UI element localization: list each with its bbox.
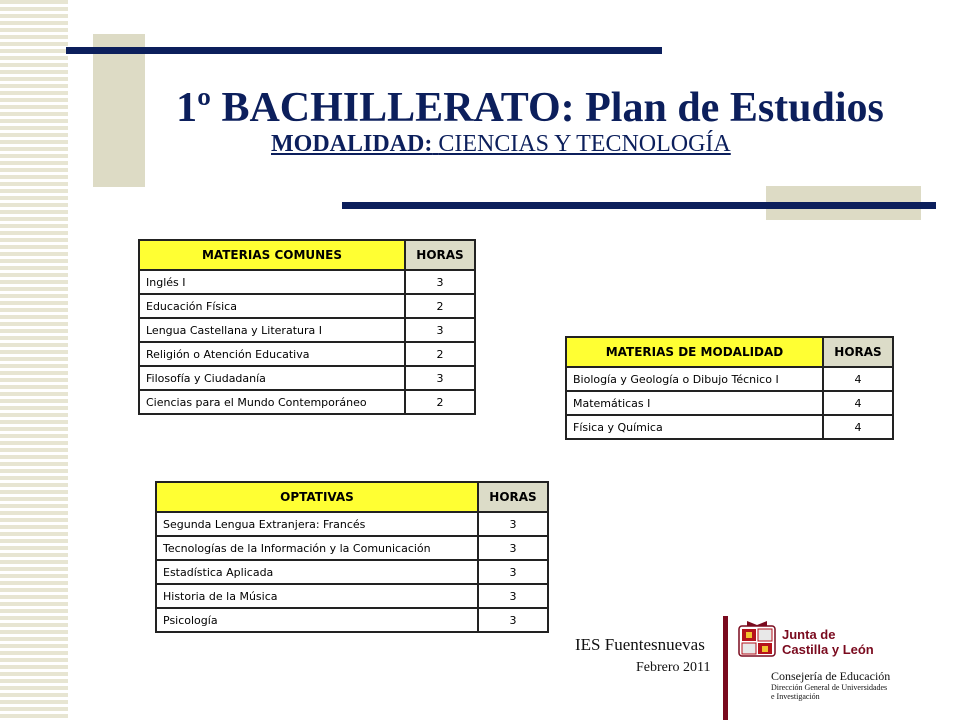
subject-cell: Religión o Atención Educativa [139,342,405,366]
subject-cell: Ciencias para el Mundo Contemporáneo [139,390,405,414]
subtitle-label: MODALIDAD: [271,131,433,157]
table-header-hours: HORAS [478,482,548,512]
table-materias-comunes [138,239,476,415]
table-header-subject: MATERIAS DE MODALIDAD [566,337,823,367]
page-title: 1º BACHILLERATO: Plan de Estudios [176,85,884,131]
table-row [139,294,475,318]
table-header-hours: HORAS [823,337,893,367]
subject-cell: Estadística Aplicada [156,560,478,584]
subtitle-value: CIENCIAS Y TECNOLOGÍA [438,131,731,157]
hours-cell: 3 [478,560,548,584]
table-header-hours: HORAS [405,240,475,270]
logo-line-1: Junta de [782,627,836,642]
institution-logo-text [782,627,874,657]
table-header-subject: OPTATIVAS [156,482,478,512]
decorative-bar-top [66,47,662,54]
subject-cell: Educación Física [139,294,405,318]
table-row [139,270,475,294]
subject-cell: Inglés I [139,270,405,294]
table-row [139,366,475,390]
table-row [156,560,548,584]
hours-cell: 2 [405,390,475,414]
subject-cell: Lengua Castellana y Literatura I [139,318,405,342]
hours-cell: 2 [405,342,475,366]
table-row [156,512,548,536]
subject-cell: Biología y Geología o Dibujo Técnico I [566,367,823,391]
subject-cell: Psicología [156,608,478,632]
decorative-stripes [0,0,68,720]
table-row [566,391,893,415]
hours-cell: 4 [823,367,893,391]
direccion-line-2: e Investigación [771,692,820,701]
hours-cell: 2 [405,294,475,318]
direccion-label [771,683,887,701]
footer-divider [723,616,728,720]
hours-cell: 3 [405,270,475,294]
table-row [566,367,893,391]
table-row [566,415,893,439]
school-name: IES Fuentesnuevas [575,635,705,654]
table-row [139,342,475,366]
hours-cell: 3 [478,536,548,560]
subject-cell: Historia de la Música [156,584,478,608]
table-row [139,318,475,342]
hours-cell: 3 [405,318,475,342]
subject-cell: Tecnologías de la Información y la Comunicación [156,536,478,560]
table-materias-modalidad [565,336,894,440]
consejeria-label: Consejería de Educación [771,669,891,683]
hours-cell: 3 [405,366,475,390]
hours-cell: 4 [823,415,893,439]
table-row [139,390,475,414]
page-subtitle [271,131,731,158]
document-date: Febrero 2011 [636,660,711,675]
logo-line-2: Castilla y León [782,642,874,657]
table-row [156,608,548,632]
direccion-line-1: Dirección General de Universidades [771,683,888,692]
hours-cell: 3 [478,584,548,608]
table-row [156,536,548,560]
decorative-bar-middle [342,202,936,209]
coat-of-arms-icon [737,620,777,660]
hours-cell: 3 [478,512,548,536]
subject-cell: Física y Química [566,415,823,439]
hours-cell: 4 [823,391,893,415]
subject-cell: Segunda Lengua Extranjera: Francés [156,512,478,536]
table-header-subject: MATERIAS COMUNES [139,240,405,270]
subject-cell: Filosofía y Ciudadanía [139,366,405,390]
table-optativas [155,481,549,633]
table-row [156,584,548,608]
hours-cell: 3 [478,608,548,632]
subject-cell: Matemáticas I [566,391,823,415]
